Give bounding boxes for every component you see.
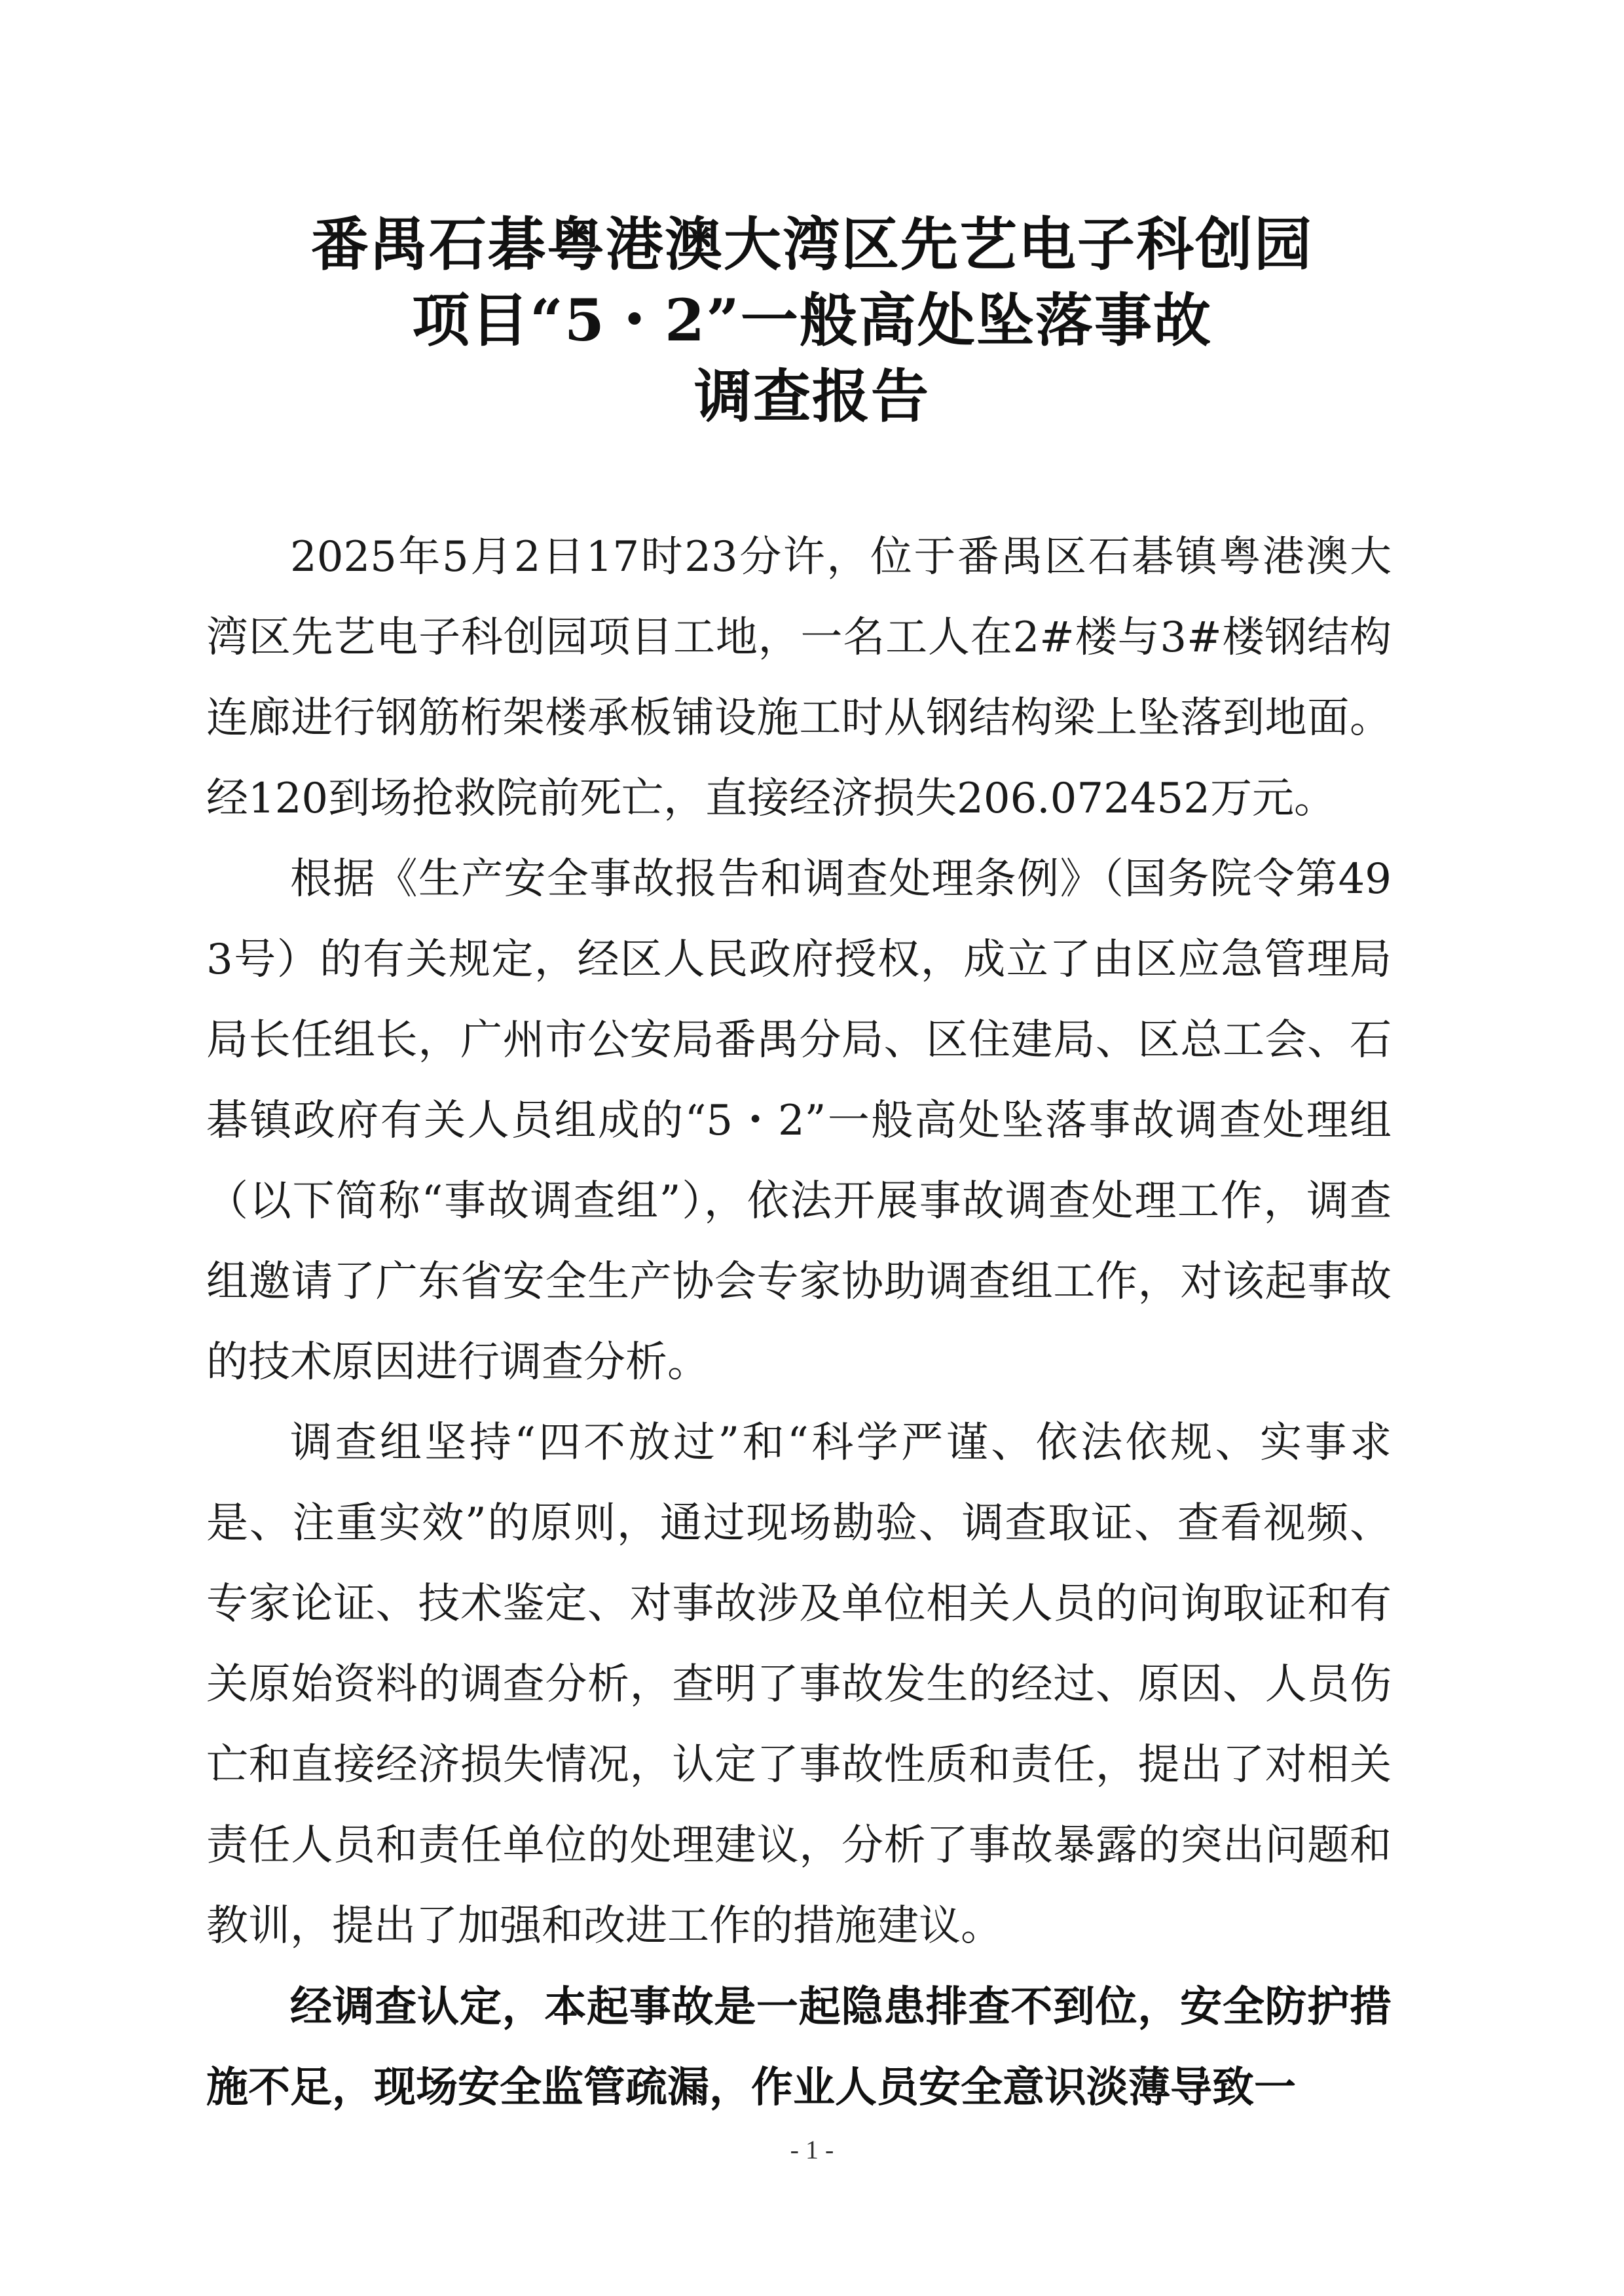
page-number: - 1 - bbox=[790, 2135, 834, 2164]
paragraph-conclusion: 经调查认定，本起事故是一起隐患排查不到位，安全防护措施不足，现场安全监管疏漏，作业人员安全意识淡薄导致一 bbox=[206, 1982, 1392, 2112]
report-title bbox=[0, 206, 1624, 434]
title-line-3: 调查报告 bbox=[693, 362, 930, 430]
paragraph-investigation-team: 根据《生产安全事故报告和调查处理条例》（国务院令第493号）的有关规定，经区人民政府授权，成立了由区应急管理局局长任组长，广州市公安局番禺分局、区住建局、区总工会、石碁镇政府有关人员组成的“5・2”一般高处坠落事故调查处理组（以下简称“事故调查组”），依法开展事故调查处理工作，调查组邀请了广东省安全生产协会专家协助调查组工作，对该起事故的技术原因进行调查分析。 bbox=[206, 855, 1392, 1387]
title-line-2: 项目“5・2”一般高处坠落事故 bbox=[412, 286, 1212, 354]
report-body bbox=[206, 517, 1392, 2128]
title-line-1: 番禺石碁粤港澳大湾区先艺电子科创园 bbox=[310, 210, 1313, 278]
paragraph-investigation-principles: 调查组坚持“四不放过”和“科学严谨、依法依规、实事求是、注重实效”的原则，通过现场勘验、调查取证、查看视频、专家论证、技术鉴定、对事故涉及单位相关人员的问询取证和有关原始资料的调查分析，查明了事故发生的经过、原因、人员伤亡和直接经济损失情况，认定了事故性质和责任，提出了对相关责任人员和责任单位的处理建议，分析了事故暴露的突出问题和教训，提出了加强和改进工作的措施建议。 bbox=[206, 1419, 1392, 1950]
paragraph-incident-summary: 2025年5月2日17时23分许，位于番禺区石碁镇粤港澳大湾区先艺电子科创园项目工地，一名工人在2#楼与3#楼钢结构连廊进行钢筋桁架楼承板铺设施工时从钢结构梁上坠落到地面。经120到场抢救院前死亡，直接经济损失206.072452万元。 bbox=[206, 533, 1392, 823]
